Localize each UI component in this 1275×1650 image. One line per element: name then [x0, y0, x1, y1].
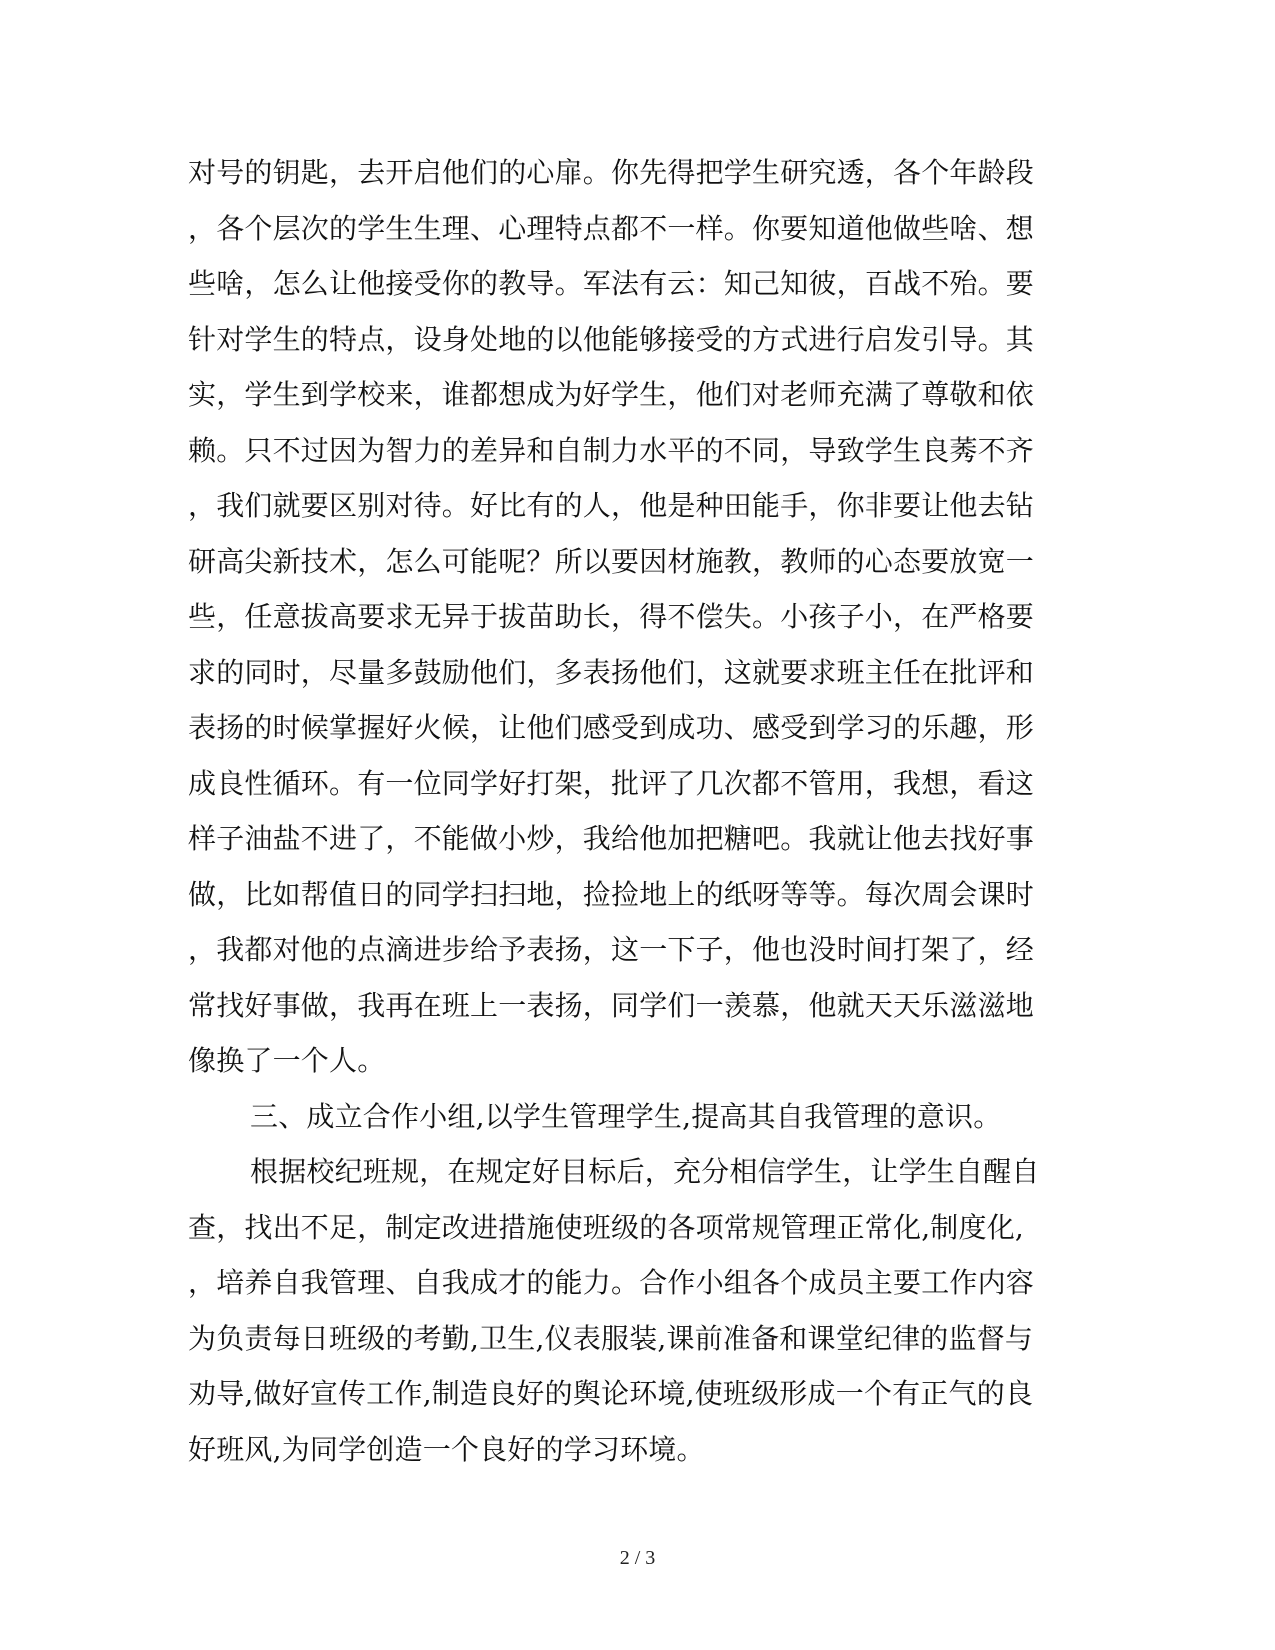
text-line: 对号的钥匙，去开启他们的心扉。你先得把学生研究透，各个年龄段 [188, 156, 1035, 189]
text-line: 赖。只不过因为智力的差异和自制力水平的不同，导致学生良莠不齐 [188, 433, 1035, 467]
text-line: 好班风,为同学创造一个良好的学习环境。 [188, 1432, 705, 1466]
text-line: 常找好事做，我再在班上一表扬，同学们一羡慕，他就天天乐滋滋地 [188, 988, 1035, 1022]
text-line: 些啥，怎么让他接受你的教导。军法有云：知己知彼，百战不殆。要 [188, 267, 1035, 300]
text-line: 查，找出不足，制定改进措施使班级的各项常规管理正常化,制度化, [188, 1210, 1025, 1244]
text-line: ，我都对他的点滴进步给予表扬，这一下子，他也没时间打架了，经 [188, 933, 1035, 966]
text-line: 像换了一个人。 [188, 1044, 386, 1077]
text-line: 研高尖新技术，怎么可能呢？所以要因材施教，教师的心态要放宽一 [188, 544, 1035, 578]
text-line: ，我们就要区别对待。好比有的人，他是种田能手，你非要让他去钻 [188, 489, 1035, 522]
text-line: 表扬的时候掌握好火候，让他们感受到成功、感受到学习的乐趣，形 [188, 711, 1035, 744]
text-line: 成良性循环。有一位同学好打架，批评了几次都不管用，我想，看这 [188, 766, 1035, 800]
text-line: 做，比如帮值日的同学扫扫地，捡捡地上的纸呀等等。每次周会课时 [188, 877, 1035, 911]
text-line: ，培养自我管理、自我成才的能力。合作小组各个成员主要工作内容 [188, 1266, 1035, 1299]
text-line: 针对学生的特点，设身处地的以他能够接受的方式进行启发引导。其 [188, 322, 1035, 356]
text-line: 劝导,做好宣传工作,制造良好的舆论环境,使班级形成一个有正气的良 [188, 1377, 1034, 1410]
text-line: 为负责每日班级的考勤,卫生,仪表服装,课前准备和课堂纪律的监督与 [188, 1321, 1034, 1355]
text-line: 样子油盐不进了，不能做小炒，我给他加把糖吧。我就让他去找好事 [188, 822, 1035, 855]
page-number: 2 / 3 [619, 1547, 656, 1569]
text-line: 实，学生到学校来，谁都想成为好学生，他们对老师充满了尊敬和依 [188, 378, 1035, 411]
text-line: 些，任意拔高要求无异于拔苗助长，得不偿失。小孩子小，在严格要 [188, 600, 1035, 633]
body-text [188, 145, 1068, 1477]
section-heading: 三、成立合作小组,以学生管理学生,提高其自我管理的意识。 [250, 1099, 1002, 1133]
text-line: 根据校纪班规，在规定好目标后，充分相信学生，让学生自醒自 [250, 1155, 1040, 1188]
text-line: 求的同时，尽量多鼓励他们，多表扬他们，这就要求班主任在批评和 [188, 655, 1035, 689]
text-line: ，各个层次的学生生理、心理特点都不一样。你要知道他做些啥、想 [188, 211, 1035, 245]
